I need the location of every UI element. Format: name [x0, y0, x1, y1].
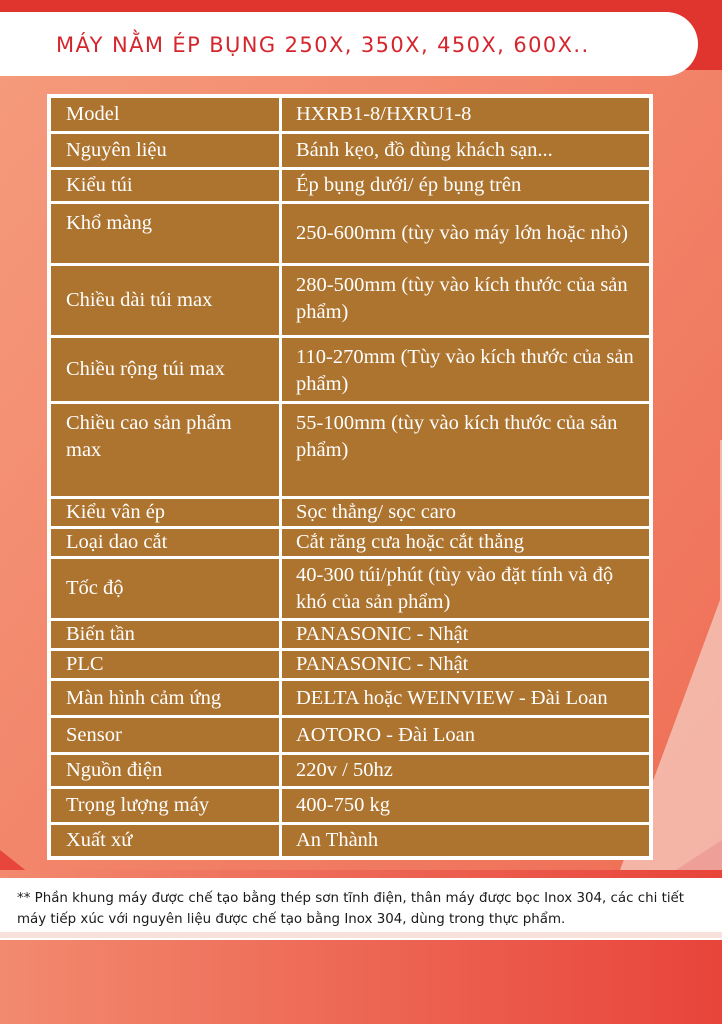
- spec-value: DELTA hoặc WEINVIEW - Đài Loan: [281, 680, 651, 717]
- spec-label: Biến tần: [50, 620, 281, 650]
- spec-label: Sensor: [50, 717, 281, 754]
- table-row: [50, 650, 651, 680]
- spec-value: Bánh kẹo, đồ dùng khách sạn...: [281, 133, 651, 169]
- spec-value: PANASONIC - Nhật: [281, 620, 651, 650]
- table-row: [50, 558, 651, 620]
- spec-value: 280-500mm (tùy vào kích thước của sản phẩm): [281, 265, 651, 337]
- spec-label: PLC: [50, 650, 281, 680]
- table-row: [50, 203, 651, 265]
- table-row: [50, 620, 651, 650]
- spec-label: Chiều cao sản phẩm max: [50, 403, 281, 498]
- spec-label: Chiều dài túi max: [50, 265, 281, 337]
- spec-label: Trọng lượng máy: [50, 788, 281, 824]
- spec-value: 400-750 kg: [281, 788, 651, 824]
- spec-table: [48, 95, 652, 859]
- spec-value: PANASONIC - Nhật: [281, 650, 651, 680]
- table-row: [50, 169, 651, 203]
- spec-value: Ép bụng dưới/ ép bụng trên: [281, 169, 651, 203]
- spec-label: Kiểu túi: [50, 169, 281, 203]
- table-row: [50, 788, 651, 824]
- page-title: MÁY NẰM ÉP BỤNG 250X, 350X, 450X, 600X..: [56, 33, 590, 57]
- table-row: [50, 824, 651, 858]
- table-row: [50, 97, 651, 133]
- spec-value: 220v / 50hz: [281, 754, 651, 788]
- table-row: [50, 337, 651, 403]
- table-row: [50, 403, 651, 498]
- spec-value: 40-300 túi/phút (tùy vào đặt tính và độ khó của sản phẩm): [281, 558, 651, 620]
- table-row: [50, 528, 651, 558]
- spec-value: AOTORO - Đài Loan: [281, 717, 651, 754]
- spec-value: 110-270mm (Tùy vào kích thước của sản phẩm): [281, 337, 651, 403]
- spec-value: 250-600mm (tùy vào máy lớn hoặc nhỏ): [281, 203, 651, 265]
- footnote-text: ** Phần khung máy được chế tạo bằng thép sơn tĩnh điện, thân máy được bọc Inox 304, các chi tiết máy tiếp xúc với nguyên liệu được chế tạo bằng Inox 304, dùng trong thực phẩm.: [17, 891, 685, 927]
- spec-value: HXRB1-8/HXRU1-8: [281, 97, 651, 133]
- spec-label: Nguyên liệu: [50, 133, 281, 169]
- table-row: [50, 498, 651, 528]
- spec-value: An Thành: [281, 824, 651, 858]
- table-row: [50, 680, 651, 717]
- table-row: [50, 754, 651, 788]
- spec-label: Kiểu vân ép: [50, 498, 281, 528]
- spec-label: Chiều rộng túi max: [50, 337, 281, 403]
- spec-value: Cắt răng cưa hoặc cắt thẳng: [281, 528, 651, 558]
- spec-value: 55-100mm (tùy vào kích thước của sản phẩm): [281, 403, 651, 498]
- table-row: [50, 717, 651, 754]
- spec-label: Tốc độ: [50, 558, 281, 620]
- spec-label: Màn hình cảm ứng: [50, 680, 281, 717]
- spec-label: Xuất xứ: [50, 824, 281, 858]
- spec-label: Khổ màng: [50, 203, 281, 265]
- spec-label: Loại dao cắt: [50, 528, 281, 558]
- spec-label: Nguồn điện: [50, 754, 281, 788]
- spec-value: Sọc thẳng/ sọc caro: [281, 498, 651, 528]
- table-row: [50, 133, 651, 169]
- table-row: [50, 265, 651, 337]
- spec-label: Model: [50, 97, 281, 133]
